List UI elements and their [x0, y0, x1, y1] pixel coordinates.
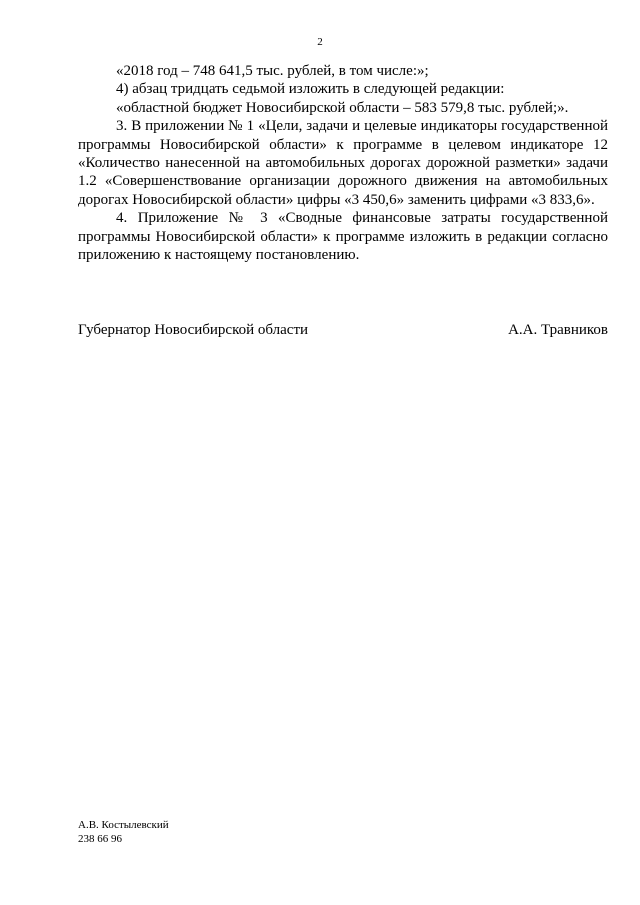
paragraph-regional-budget: «областной бюджет Новосибирской области – 583 579,8 тыс. рублей;». — [116, 99, 569, 116]
paragraph-item-4: 4) абзац тридцать седьмой изложить в следующей редакции: — [116, 81, 505, 98]
executor-footer — [78, 818, 169, 846]
executor-phone: 238 66 96 — [78, 833, 122, 845]
document-body — [78, 62, 608, 264]
signatory-position: Губернатор Новосибирской области — [78, 322, 309, 338]
page-number: 2 — [317, 36, 323, 48]
paragraph-point-4: 4. Приложение № 3 «Сводные финансовые затраты государственной программы Новосибирской области» к программе изложить в редакции согласно приложению к настоящему постановлению. — [78, 210, 608, 264]
paragraph-point-3: 3. В приложении № 1 «Цели, задачи и целевые индикаторы государственной программы Новосибирской области» к программе в целевом индикаторе 12 «Количество нанесенной на автомобильных дорогах дорожной разметки» задачи 1.2 «Совершенствование организации дорожного движения на автомобильных дорогах Новосибирской области» цифры «3 450,6» заменить цифрами «3 833,6». — [78, 118, 608, 208]
executor-name: А.В. Костылевский — [78, 819, 169, 831]
paragraph-2018-total: «2018 год – 748 641,5 тыс. рублей, в том числе:»; — [116, 63, 429, 79]
signature-block — [78, 322, 608, 339]
signatory-name: А.А. Травников — [508, 322, 608, 338]
